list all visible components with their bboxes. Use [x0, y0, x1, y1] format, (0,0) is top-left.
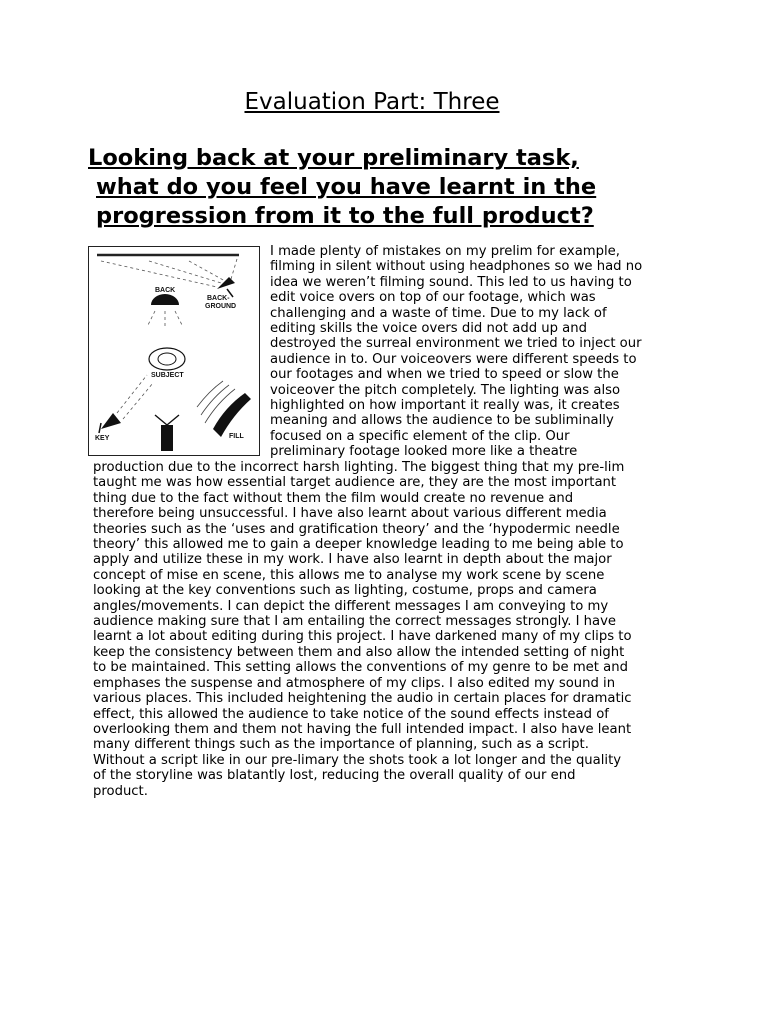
text-line: meaning and allows the audience to be subliminally — [270, 413, 614, 429]
text-line: highlighted on how important it really was, it creates — [270, 398, 620, 414]
text-line: therefore being unsuccessful. I have also learnt about various different media — [93, 506, 607, 522]
question-line: Looking back at your preliminary task, — [88, 145, 579, 171]
text-line: challenging and a waste of time. Due to my lack of — [270, 305, 607, 321]
question-heading — [88, 144, 688, 231]
text-line: focused on a specific element of the clip. Our — [270, 428, 570, 444]
key-light-label: KEY — [95, 435, 110, 442]
text-line: our footages and when we tried to speed or slow the — [270, 367, 619, 383]
text-line: filming in silent without using headphones so we had no — [270, 259, 643, 275]
text-line: various places. This included heightening the audio in certain places for dramatic — [93, 691, 632, 707]
background-light-label-line2: GROUND — [205, 303, 237, 310]
text-line: editing skills the voice overs did not add up and — [270, 321, 587, 337]
background-light-label-line1: BACK- — [207, 295, 230, 302]
text-line: destroyed the surreal environment we tried to inject our — [270, 336, 642, 352]
three-point-lighting-diagram — [89, 247, 259, 455]
text-line: effect, this allowed the audience to take notice of the sound effects instead of — [93, 706, 609, 722]
text-line: preliminary footage looked more like a theatre — [270, 444, 578, 460]
subject-label: SUBJECT — [151, 372, 184, 379]
text-line: audience in to. Our voiceovers were different speeds to — [270, 351, 637, 367]
text-line: production due to the incorrect harsh lighting. The biggest thing that my pre-lim — [93, 460, 625, 475]
fill-light-label: FILL — [229, 433, 244, 440]
text-line: audience making sure that I am entailing the correct messages strongly. I have — [93, 614, 617, 630]
text-line: angles/movements. I can depict the different messages I am conveying to my — [93, 598, 609, 614]
text-line: taught me was how essential target audience are, they are the most important — [93, 475, 617, 491]
text-line: looking at the key conventions such as lighting, costume, props and camera — [93, 583, 597, 599]
text-line: theory’ this allowed me to gain a deeper knowledge leading to me being able to — [93, 537, 624, 553]
text-line: emphases the suspense and atmosphere of my clips. I also edited my sound in — [93, 675, 616, 691]
text-line: product. — [93, 783, 148, 799]
text-line: I made plenty of mistakes on my prelim for example, — [270, 244, 620, 259]
text-line: idea we weren’t filming sound. This led to us having to — [270, 274, 632, 290]
question-line: progression from it to the full product? — [96, 203, 594, 229]
text-line: apply and utilize these in my work. I have also learnt in depth about the major — [93, 552, 612, 568]
full-width-paragraph — [93, 460, 693, 799]
text-line: concept of mise en scene, this allows me to analyse my work scene by scene — [93, 567, 605, 583]
text-line: Without a script like in our pre-limary the shots took a lot longer and the quality — [93, 752, 622, 768]
text-line: of the storyline was blatantly lost, reducing the overall quality of our end — [93, 768, 576, 784]
back-light-label: BACK — [155, 287, 176, 294]
text-line: edit voice overs on top of our footage, which was — [270, 290, 596, 306]
lighting-diagram-figure — [88, 246, 260, 456]
question-line: what do you feel you have learnt in the — [96, 174, 597, 200]
text-line: to be maintained. This setting allows the conventions of my genre to be met and — [93, 660, 628, 676]
text-line: voiceover the pitch completely. The lighting was also — [270, 382, 621, 398]
text-line: learnt a lot about editing during this project. I have darkened many of my clips to — [93, 629, 632, 645]
text-line: overlooking them and them not having the full intended impact. I also have leant — [93, 721, 632, 737]
text-line: theories such as the ‘uses and gratification theory’ and the ‘hypodermic needle — [93, 521, 620, 537]
page-title: Evaluation Part: Three — [244, 89, 500, 115]
text-line: keep the consistency between them and also allow the intended setting of night — [93, 644, 625, 660]
text-line: thing due to the fact without them the film would create no revenue and — [93, 490, 574, 506]
wrapped-paragraph — [270, 244, 690, 460]
text-line: many different things such as the importance of planning, such as a script. — [93, 737, 589, 753]
